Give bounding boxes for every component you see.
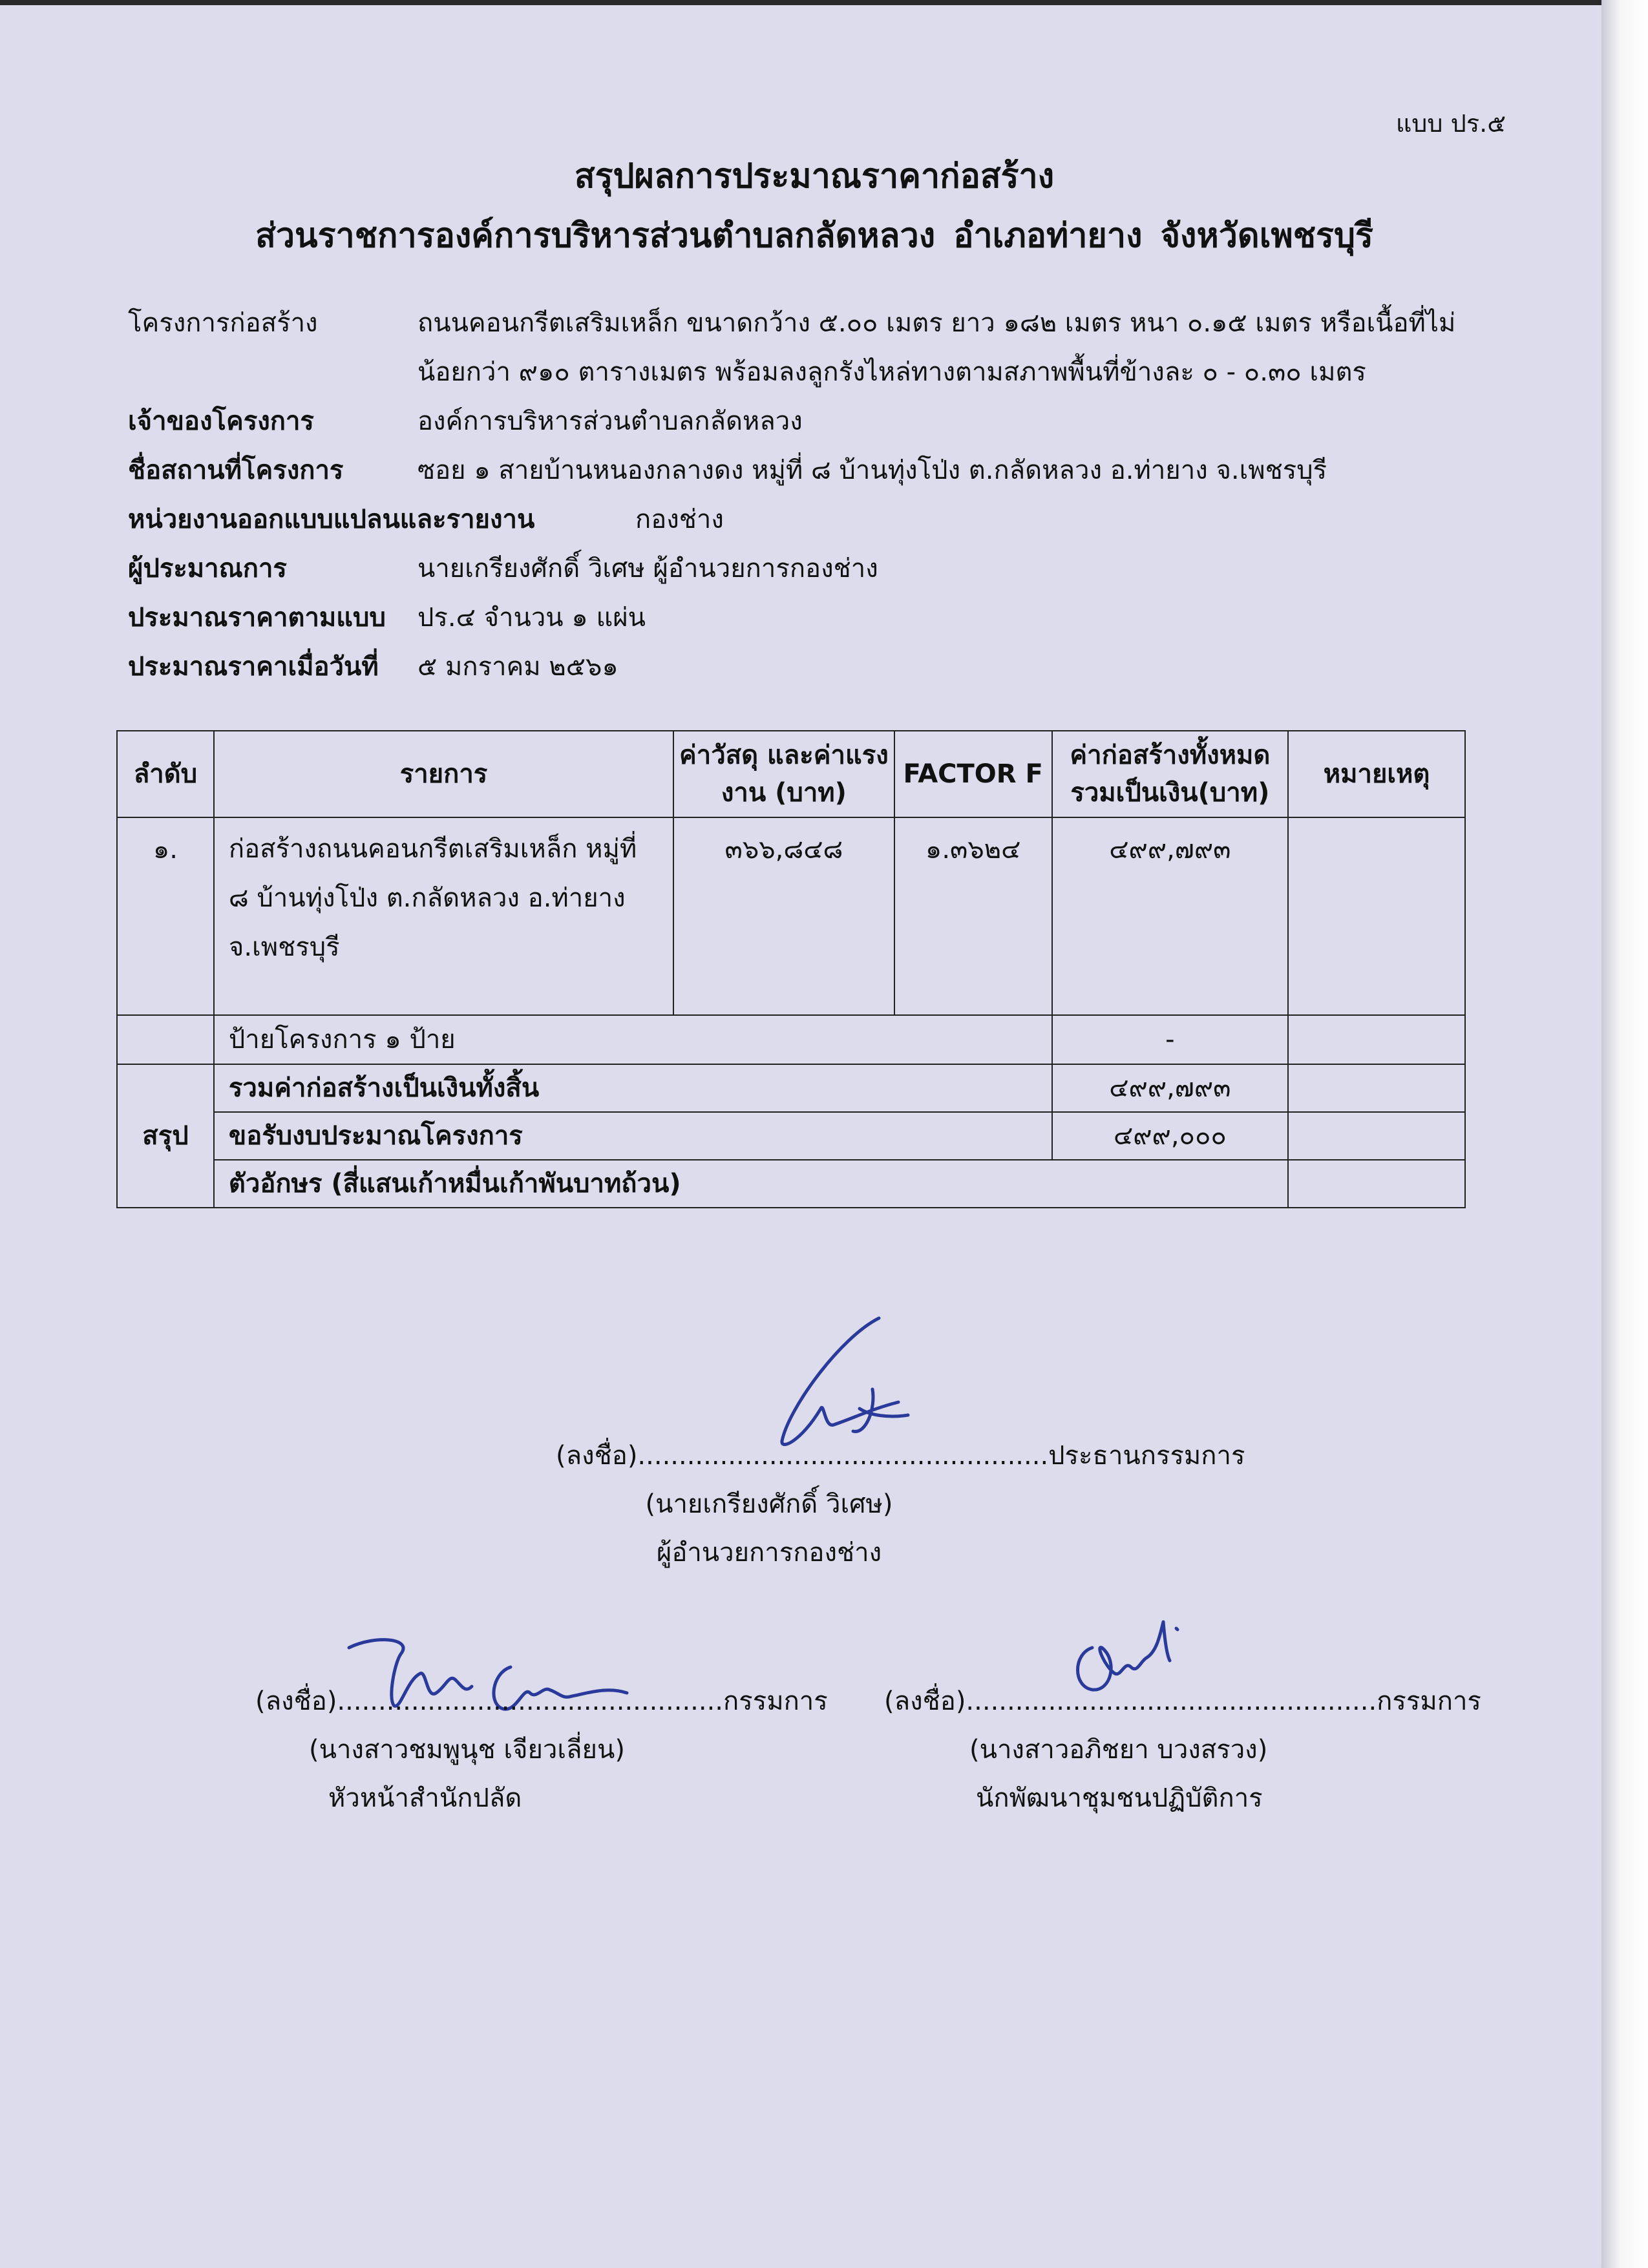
project-info: [128, 299, 1511, 691]
date-value: ๕ มกราคม ๒๕๖๑: [417, 652, 618, 682]
header-material: ค่าวัสดุ และค่าแรงงาน (บาท): [673, 731, 894, 817]
form-code: แบบ ปร.๕: [1395, 109, 1506, 138]
summary-row: [117, 1064, 1465, 1112]
row2-total: -: [1052, 1015, 1289, 1064]
project-row: [128, 299, 1511, 397]
design-unit-label: หน่วยงานออกแบบแปลนและรายงาน: [128, 505, 535, 534]
summary-label: สรุป: [117, 1064, 214, 1208]
member1-name: (นางสาวชมพูนุช เจียวเลี่ยน): [309, 1735, 625, 1765]
estimator-row: [128, 544, 1511, 593]
form-ref-value: ปร.๔ จำนวน ๑ แผ่น: [417, 603, 646, 633]
location-value: ซอย ๑ สายบ้านหนองกลางดง หมู่ที่ ๘ บ้านทุ่งโป่ง ต.กลัดหลวง อ.ท่ายาง จ.เพชรบุรี: [417, 456, 1327, 485]
summary-total-remark: [1288, 1064, 1465, 1112]
chair-position: ผู้อำนวยการกองช่าง: [656, 1538, 882, 1568]
summary-words: ตัวอักษร (สี่แสนเก้าหมื่นเก้าพันบาทถ้วน): [214, 1160, 1288, 1208]
row2-no: [117, 1015, 214, 1064]
table-header-row: [117, 731, 1465, 817]
row1-no: ๑.: [117, 817, 214, 1015]
summary-row: [117, 1160, 1465, 1208]
summary-total-label: รวมค่าก่อสร้างเป็นเงินทั้งสิ้น: [214, 1064, 1052, 1112]
header-total: ค่าก่อสร้างทั้งหมดรวมเป็นเงิน(บาท): [1052, 731, 1289, 817]
row1-total: ๔๙๙,๗๙๓: [1052, 817, 1289, 1015]
owner-label: เจ้าของโครงการ: [128, 406, 314, 436]
project-label: โครงการก่อสร้าง: [128, 308, 318, 338]
member2-name: (นางสาวอภิชยา บวงสรวง): [969, 1735, 1268, 1765]
chair-name: (นายเกรียงศักดิ์ วิเศษ): [645, 1489, 893, 1519]
owner-value: องค์การบริหารส่วนตำบลกลัดหลวง: [417, 406, 803, 436]
design-unit-value: กองช่าง: [635, 505, 724, 534]
table-row: [117, 1015, 1465, 1064]
estimator-value: นายเกรียงศักดิ์ วิเศษ ผู้อำนวยการกองช่าง: [417, 554, 878, 583]
design-unit-row: [128, 495, 1511, 544]
form-ref-label: ประมาณราคาตามแบบ: [128, 603, 386, 633]
scan-edge: [1601, 0, 1648, 2268]
summary-budget-label: ขอรับงบประมาณโครงการ: [214, 1112, 1052, 1160]
summary-words-remark: [1288, 1160, 1465, 1208]
form-ref-row: [128, 593, 1511, 642]
document-subtitle: ส่วนราชการองค์การบริหารส่วนตำบลกลัดหลวง อำเภอท่ายาง จังหวัดเพชรบุรี: [255, 216, 1373, 255]
header-item: รายการ: [214, 731, 673, 817]
chair-sign-line: (ลงชื่อ)..................................................ประธานกรรมการ: [556, 1441, 1245, 1471]
member1-sign-line: (ลงชื่อ)...............................................กรรมการ: [255, 1686, 828, 1716]
row2-remark: [1288, 1015, 1465, 1064]
owner-row: [128, 397, 1511, 446]
document-title: สรุปผลการประมาณราคาก่อสร้าง: [574, 157, 1055, 196]
row2-item: ป้ายโครงการ ๑ ป้าย: [214, 1015, 1052, 1064]
summary-row: [117, 1112, 1465, 1160]
member2-position: นักพัฒนาชุมชนปฏิบัติการ: [976, 1783, 1263, 1813]
row1-material: ๓๖๖,๘๔๘: [673, 817, 894, 1015]
row1-factor: ๑.๓๖๒๔: [894, 817, 1052, 1015]
member1-position: หัวหน้าสำนักปลัด: [328, 1783, 522, 1813]
row1-remark: [1288, 817, 1465, 1015]
header-remark: หมายเหตุ: [1288, 731, 1465, 817]
member2-sign-line: (ลงชื่อ)..................................................กรรมการ: [884, 1686, 1481, 1716]
location-row: [128, 446, 1511, 495]
chair-signature: [763, 1312, 931, 1454]
project-value: ถนนคอนกรีตเสริมเหล็ก ขนาดกว้าง ๕.๐๐ เมตร ยาว ๑๘๒ เมตร หนา ๐.๑๕ เมตร หรือเนื้อที่ไม่น้อยกว่า ๙๑๐ ตารางเมตร พร้อมลงลูกรังไหล่ทางตามสภาพพื้นที่ข้างละ ๐ - ๐.๓๐ เมตร: [417, 308, 1456, 387]
table-row: [117, 817, 1465, 1015]
summary-total-value: ๔๙๙,๗๙๓: [1052, 1064, 1289, 1112]
header-factor: FACTOR F: [894, 731, 1052, 817]
row1-item: ก่อสร้างถนนคอนกรีตเสริมเหล็ก หมู่ที่ ๘ บ้านทุ่งโป่ง ต.กลัดหลวง อ.ท่ายาง จ.เพชรบุรี: [214, 817, 673, 1015]
date-row: [128, 642, 1511, 691]
estimator-label: ผู้ประมาณการ: [128, 554, 287, 583]
summary-budget-remark: [1288, 1112, 1465, 1160]
summary-budget-value: ๔๙๙,๐๐๐: [1052, 1112, 1289, 1160]
date-label: ประมาณราคาเมื่อวันที่: [128, 652, 379, 682]
estimate-table: [116, 730, 1466, 1208]
location-label: ชื่อสถานที่โครงการ: [128, 456, 344, 485]
header-no: ลำดับ: [117, 731, 214, 817]
